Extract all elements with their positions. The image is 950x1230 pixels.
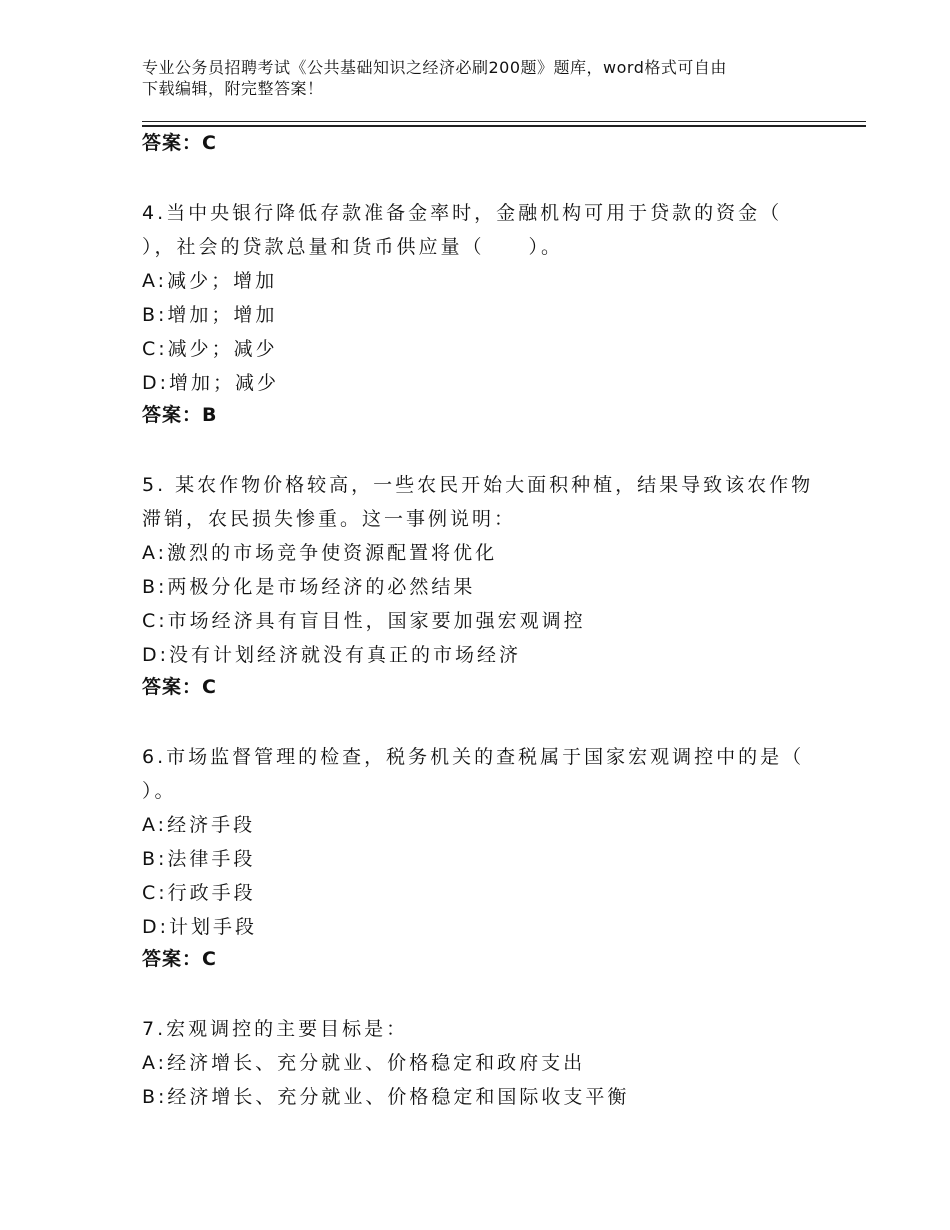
option-c: C:市场经济具有盲目性，国家要加强宏观调控 (142, 610, 586, 632)
answer-label: 答案：C (142, 948, 217, 970)
question-stem-line: ）。 (142, 780, 177, 802)
option-d: D:计划手段 (142, 916, 258, 938)
answer-label: 答案：B (142, 404, 218, 426)
header-line-1: 专业公务员招聘考试《公共基础知识之经济必刷200题》题库，word格式可自由 (142, 58, 727, 77)
header-divider-thick (142, 125, 866, 127)
option-a: A:经济手段 (142, 814, 256, 836)
option-a: A:经济增长、充分就业、价格稳定和政府支出 (142, 1052, 586, 1074)
option-c: C:行政手段 (142, 882, 256, 904)
answer-label: 答案：C (142, 132, 217, 154)
option-a: A:激烈的市场竞争使资源配置将优化 (142, 542, 498, 564)
question-stem-line: 滞销，农民损失惨重。这一事例说明： (142, 508, 517, 530)
question-item (142, 740, 822, 974)
question-item (142, 468, 822, 702)
option-b: B:两极分化是市场经济的必然结果 (142, 576, 476, 598)
answer-label: 答案：C (142, 676, 217, 698)
option-b: B:经济增长、充分就业、价格稳定和国际收支平衡 (142, 1086, 630, 1108)
question-stem-line: 7.宏观调控的主要目标是： (142, 1018, 409, 1040)
header-line-2: 下载编辑，附完整答案！ (142, 79, 324, 98)
question-stem (142, 196, 822, 264)
question-stem (142, 740, 822, 808)
option-d: D:没有计划经济就没有真正的市场经济 (142, 644, 522, 666)
question-stem-line: 4.当中央银行降低存款准备金率时，金融机构可用于贷款的资金（ (142, 202, 783, 224)
question-stem (142, 1012, 822, 1046)
question-stem-line: 5. 某农作物价格较高，一些农民开始大面积种植，结果导致该农作物 (142, 474, 814, 496)
document-header (142, 57, 842, 99)
question-stem-line: ），社会的贷款总量和货币供应量（ ）。 (142, 236, 564, 258)
option-a: A:减少；增加 (142, 270, 278, 292)
question-stem (142, 468, 822, 536)
question-list (142, 128, 822, 1114)
header-divider (142, 121, 866, 122)
question-item (142, 1012, 822, 1114)
option-c: C:减少；减少 (142, 338, 278, 360)
option-b: B:增加；增加 (142, 304, 278, 326)
option-d: D:增加；减少 (142, 372, 280, 394)
question-item (142, 196, 822, 430)
option-b: B:法律手段 (142, 848, 256, 870)
question-stem-line: 6.市场监督管理的检查，税务机关的查税属于国家宏观调控中的是（ (142, 746, 805, 768)
